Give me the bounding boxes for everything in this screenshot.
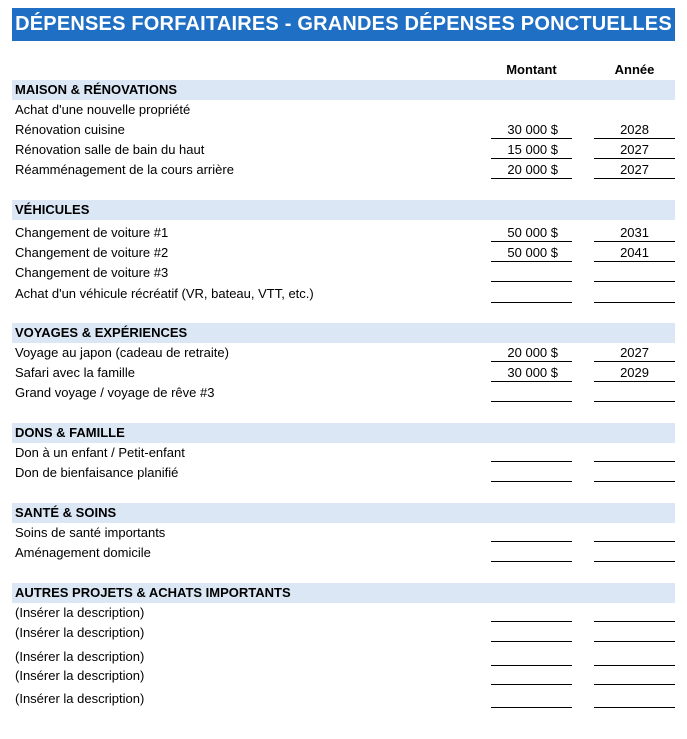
- table-row: [12, 284, 675, 304]
- amount-field[interactable]: [491, 284, 572, 303]
- table-row: [12, 100, 675, 120]
- year-field[interactable]: [594, 689, 675, 708]
- year-field[interactable]: [594, 523, 675, 542]
- year-field[interactable]: [594, 543, 675, 562]
- year-field[interactable]: 2029: [594, 363, 675, 382]
- amount-field[interactable]: [491, 647, 572, 666]
- amount-field[interactable]: [491, 623, 572, 642]
- table-row: [12, 160, 675, 180]
- table-row: [12, 443, 675, 463]
- amount-field[interactable]: [491, 523, 572, 542]
- row-label: (Insérer la description): [15, 605, 145, 620]
- year-field[interactable]: 2027: [594, 140, 675, 159]
- table-row: [12, 543, 675, 563]
- amount-field[interactable]: 20 000 $: [491, 160, 572, 179]
- amount-field[interactable]: [491, 603, 572, 622]
- section-header-dons: DONS & FAMILLE: [12, 423, 675, 443]
- table-row: [12, 383, 675, 403]
- year-field[interactable]: 2027: [594, 343, 675, 362]
- row-label: (Insérer la description): [15, 625, 145, 640]
- year-field[interactable]: [594, 623, 675, 642]
- row-label: Changement de voiture #3: [15, 265, 169, 280]
- year-field[interactable]: [594, 603, 675, 622]
- amount-field[interactable]: 30 000 $: [491, 363, 572, 382]
- year-field[interactable]: [594, 647, 675, 666]
- row-label: Rénovation cuisine: [15, 122, 125, 137]
- table-row: [12, 363, 675, 383]
- year-field[interactable]: [594, 463, 675, 482]
- amount-field[interactable]: [491, 666, 572, 685]
- row-label: Safari avec la famille: [15, 365, 135, 380]
- row-label: Réamménagement de la cours arrière: [15, 162, 234, 177]
- table-row: [12, 263, 675, 283]
- amount-field[interactable]: [491, 689, 572, 708]
- section-header-vehicules: VÉHICULES: [12, 200, 675, 220]
- table-row: [12, 140, 675, 160]
- amount-field[interactable]: 50 000 $: [491, 243, 572, 262]
- row-label: Grand voyage / voyage de rêve #3: [15, 385, 215, 400]
- row-label: Soins de santé importants: [15, 525, 166, 540]
- page-title: DÉPENSES FORFAITAIRES - GRANDES DÉPENSES PONCTUELLES: [12, 8, 675, 41]
- amount-field[interactable]: [491, 543, 572, 562]
- row-label: Changement de voiture #2: [15, 245, 169, 260]
- table-row: [12, 120, 675, 140]
- year-field[interactable]: 2041: [594, 243, 675, 262]
- amount-field[interactable]: 30 000 $: [491, 120, 572, 139]
- amount-field[interactable]: [491, 443, 572, 462]
- year-field[interactable]: [594, 383, 675, 402]
- row-label: Changement de voiture #1: [15, 225, 169, 240]
- table-row: [12, 523, 675, 543]
- section-header-sante: SANTÉ & SOINS: [12, 503, 675, 523]
- table-row: [12, 623, 675, 643]
- section-header-autres: AUTRES PROJETS & ACHATS IMPORTANTS: [12, 583, 675, 603]
- year-field[interactable]: 2031: [594, 223, 675, 242]
- row-label: Aménagement domicile: [15, 545, 151, 560]
- section-header-maison: MAISON & RÉNOVATIONS: [12, 80, 675, 100]
- year-field[interactable]: 2028: [594, 120, 675, 139]
- row-label: Don de bienfaisance planifié: [15, 465, 179, 480]
- year-field[interactable]: [594, 263, 675, 282]
- row-label: Voyage au japon (cadeau de retraite): [15, 345, 229, 360]
- amount-field[interactable]: [491, 383, 572, 402]
- table-row: [12, 666, 675, 686]
- row-label: Rénovation salle de bain du haut: [15, 142, 205, 157]
- table-row: [12, 603, 675, 623]
- year-field[interactable]: 2027: [594, 160, 675, 179]
- table-row: [12, 647, 675, 667]
- table-row: [12, 223, 675, 243]
- amount-field[interactable]: 15 000 $: [491, 140, 572, 159]
- table-row: [12, 463, 675, 483]
- column-header-year: Année: [614, 62, 655, 77]
- row-label: (Insérer la description): [15, 691, 145, 706]
- year-field[interactable]: [594, 443, 675, 462]
- row-label: Don à un enfant / Petit-enfant: [15, 445, 185, 460]
- section-header-voyages: VOYAGES & EXPÉRIENCES: [12, 323, 675, 343]
- table-row: [12, 243, 675, 263]
- amount-field[interactable]: [491, 263, 572, 282]
- table-row: [12, 689, 675, 709]
- amount-field[interactable]: [491, 463, 572, 482]
- row-label: Achat d'un véhicule récréatif (VR, bateau, VTT, etc.): [15, 286, 314, 301]
- column-header-amount: Montant: [506, 62, 557, 77]
- row-label: (Insérer la description): [15, 649, 145, 664]
- amount-field[interactable]: 20 000 $: [491, 343, 572, 362]
- row-label: (Insérer la description): [15, 668, 145, 683]
- row-label: Achat d'une nouvelle propriété: [15, 102, 191, 117]
- year-field[interactable]: [594, 284, 675, 303]
- table-row: [12, 343, 675, 363]
- year-field[interactable]: [594, 666, 675, 685]
- amount-field[interactable]: 50 000 $: [491, 223, 572, 242]
